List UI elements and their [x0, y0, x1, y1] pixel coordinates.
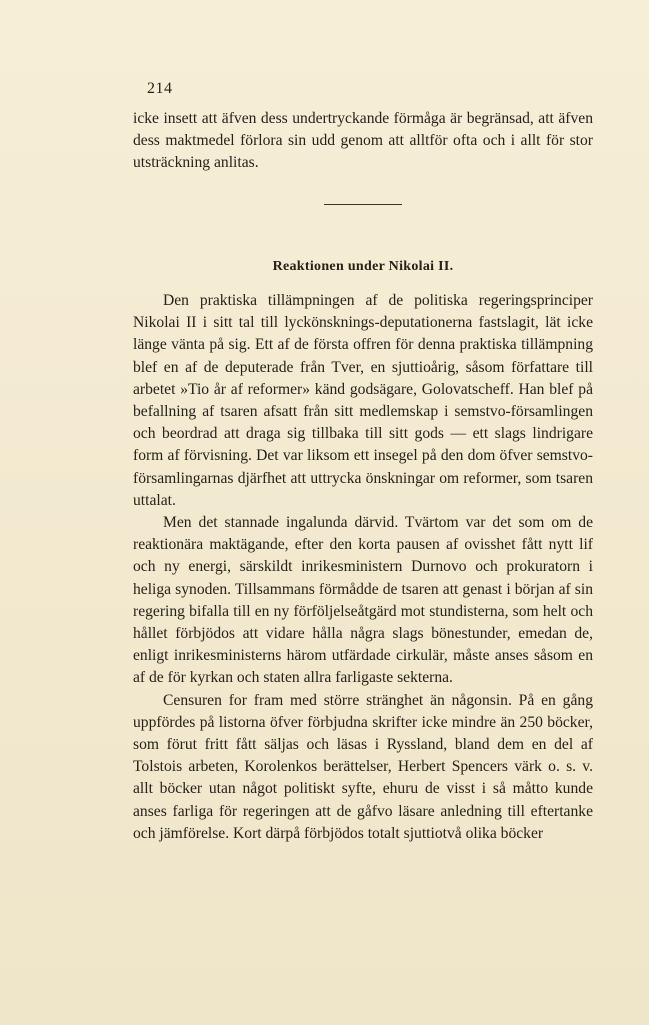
- paragraph-3: Censuren for fram med större stränghet än någonsin. På en gång uppfördes på listorna öfver förbjudna skrifter icke mindre än 250 böcker, som förut fritt fått säljas och läsas i Ryssland, bland dem en del af Tolstois arbeten, Korolenkos berättelser, Herbert Spencers värk o. s. v. allt böcker utan något politiskt syfte, ehuru de visst i så måtto kunde anses farliga för regeringen att de gåfvo läsare anledning till eftertanke och jämförelse. Kort därpå förbjödos totalt sjuttiotvå olika böcker: [133, 691, 593, 842]
- page-number: 214: [147, 80, 173, 97]
- section-body: [133, 290, 593, 845]
- paragraph-1: Den praktiska tillämpningen af de politiska regeringsprinciper Nikolai II i sitt tal till lyckönsknings-deputationerna fastslagit, lät icke länge vänta på sig. Ett af de första offren för denna praktiska tillämpning blef en af de deputerade från Tver, en sjuttioårig, såsom författare till arbetet »Tio år af reformer» känd godsägare, Golovatscheff. Han blef på befallning af tsaren afsatt från sitt medlemskap i semstvo-församlingen och beordrad att draga sig tillbaka till sitt gods — ett slags lindrigare form af förvisning. Det var liksom ett insegel på den dom öfver semstvo-församlingarnas djärfhet att uttrycka önskningar om reformer, som tsaren uttalat.: [133, 292, 593, 509]
- section-title: Reaktionen under Nikolai II.: [272, 259, 454, 274]
- section-divider: [324, 204, 402, 205]
- intro-paragraph: icke insett att äfven dess undertryckande förmåga är begränsad, att äfven dess maktmedel förlora sin udd genom att alltför ofta och i allt för stor utsträckning anlitas.: [133, 110, 593, 172]
- paragraph-2: Men det stannade ingalunda därvid. Tvärtom var det som om de reaktionära maktägande, efter den korta pausen af ovisshet fått nytt lif och ny energi, särskildt inrikesministern Durnovo och prokuratorn i heliga synoden. Tillsammans förmådde de tsaren att genast i början af sin regering bifalla till en ny förföljelseåtgärd mot stundisterna, som helt och hållet förbjödos att vidare hålla några slags bönestunder, emedan de, enligt inrikesministerns härom utfärdade cirkulär, måste anses såsom en af de för kyrkan och staten allra farligaste sekterna.: [133, 514, 593, 687]
